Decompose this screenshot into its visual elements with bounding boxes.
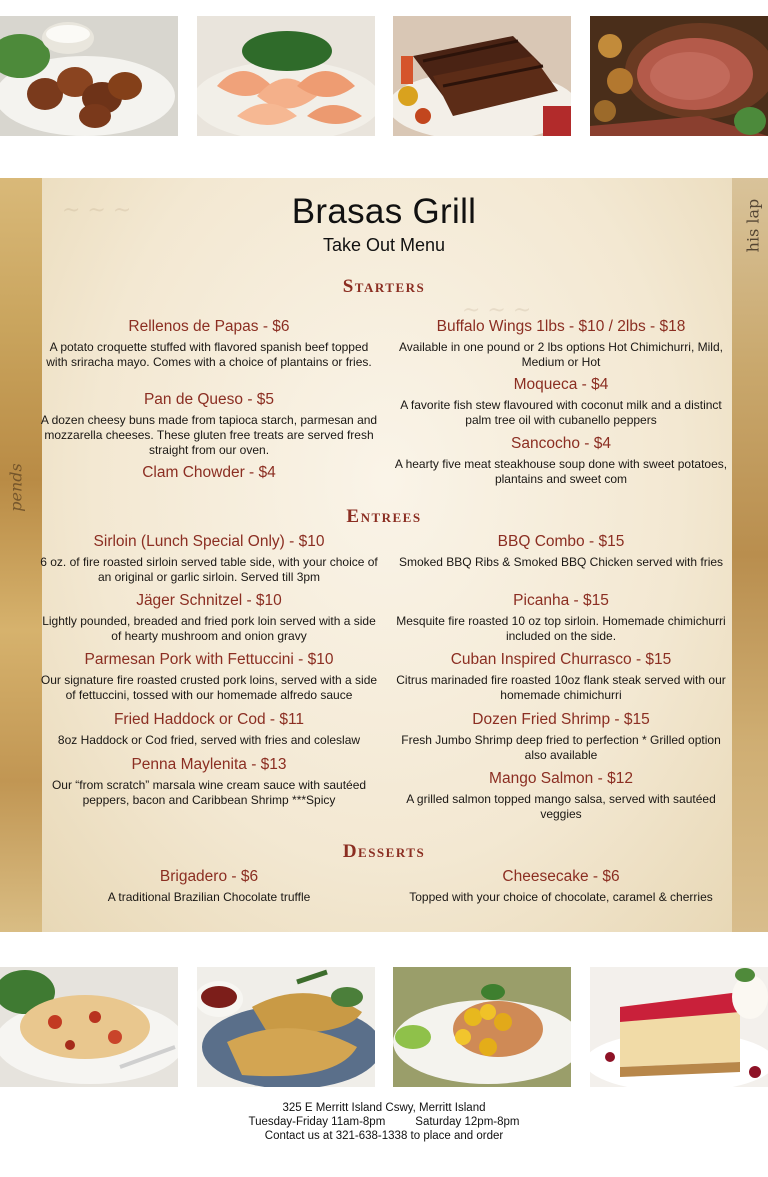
item-description: Citrus marinaded fire roasted 10oz flank steak served with our homemade chimichurri xyxy=(396,673,726,702)
item-description: Mesquite fire roasted 10 oz top sirloin. Homemade chimichurri included on the side. xyxy=(396,614,726,643)
bottom-photo-strip xyxy=(0,967,768,1087)
top-photo-strip xyxy=(0,16,768,136)
item-description: A potato croquette stuffed with flavored spanish beef topped with sriracha mayo. Comes with a choice of plantains or fries. xyxy=(46,340,372,369)
item-name: Penna Maylenita - $13 xyxy=(131,756,287,773)
menu-item xyxy=(392,867,730,905)
menu-item xyxy=(392,317,730,370)
item-description: Our signature fire roasted crusted pork loins, served with a side of fettuccini, tossed with our homemade alfredo sauce xyxy=(40,673,378,702)
item-description: Smoked BBQ Ribs & Smoked BBQ Chicken served with fries xyxy=(398,555,724,569)
menu-item xyxy=(40,463,378,486)
item-name: Brigadero - $6 xyxy=(159,868,259,885)
item-description: Lightly pounded, breaded and fried pork loin served with a side of hearty mushroom and onion gravy xyxy=(42,614,376,643)
item-name: Parmesan Pork with Fettuccini - $10 xyxy=(84,651,334,668)
item-description: Our “from scratch” marsala wine cream sauce with sautéed peppers, bacon and Caribbean Shrimp ***Spicy xyxy=(51,778,367,807)
item-name: BBQ Combo - $15 xyxy=(497,533,625,550)
item-name: Rellenos de Papas - $6 xyxy=(128,318,290,335)
menu-item xyxy=(392,591,730,644)
menu-item xyxy=(40,710,378,748)
menu-item xyxy=(40,532,378,585)
menu-item xyxy=(40,755,378,808)
roast-beef-photo xyxy=(590,16,768,136)
menu-item xyxy=(40,867,378,905)
item-description: 8oz Haddock or Cod fried, served with fries and coleslaw xyxy=(57,733,361,747)
footer-hours-saturday: Saturday 12pm-8pm xyxy=(415,1116,520,1128)
schnitzel-photo xyxy=(197,967,375,1087)
item-description: A grilled salmon topped mango salsa, served with sautéed veggies xyxy=(406,792,716,821)
bbq-ribs-photo xyxy=(393,16,571,136)
item-description: A favorite fish stew flavoured with coconut milk and a distinct palm tree oil with cubanello peppers xyxy=(400,398,722,427)
item-name: Sirloin (Lunch Special Only) - $10 xyxy=(93,533,325,550)
background-script-text: ~ ~ ~ xyxy=(462,298,532,323)
menu-item xyxy=(40,591,378,644)
side-text-left: pends xyxy=(6,463,26,512)
item-name: Jäger Schnitzel - $10 xyxy=(136,592,282,609)
item-name: Clam Chowder - $4 xyxy=(142,464,276,481)
footer-contact-phone: Contact us at 321-638-1338 to place and order xyxy=(264,1130,504,1142)
item-description: Topped with your choice of chocolate, caramel & cherries xyxy=(409,890,713,904)
footer-hours-weekday: Tuesday-Friday 11am-8pm xyxy=(248,1116,386,1128)
item-description: A traditional Brazilian Chocolate truffle xyxy=(107,890,311,904)
item-name: Pan de Queso - $5 xyxy=(143,391,275,408)
section-title-desserts: Desserts xyxy=(342,841,426,862)
item-description: 6 oz. of fire roasted sirloin served table side, with your choice of an original or garlic sirloin. Served till 3pm xyxy=(40,555,378,584)
item-description: A hearty five meat steakhouse soup done with sweet potatoes, plantains and sweet com xyxy=(394,457,728,486)
footer-contact xyxy=(0,1101,768,1143)
menu-item xyxy=(392,532,730,570)
shrimp-cocktail-photo xyxy=(197,16,375,136)
item-description: A dozen cheesy buns made from tapioca starch, parmesan and mozzarella cheeses. These gluten free treats are served fresh straight from our oven. xyxy=(40,413,378,457)
item-name: Mango Salmon - $12 xyxy=(489,770,633,787)
menu-item xyxy=(392,375,730,428)
footer-address: 325 E Merritt Island Cswy, Merritt Island xyxy=(282,1102,486,1114)
menu-item xyxy=(40,317,378,370)
item-name: Moqueca - $4 xyxy=(513,376,609,393)
menu-item xyxy=(392,710,730,763)
item-name: Cheesecake - $6 xyxy=(502,868,620,885)
item-name: Buffalo Wings 1lbs - $10 / 2lbs - $18 xyxy=(436,318,686,335)
menu-subtitle: Take Out Menu xyxy=(322,235,446,255)
section-title-starters: Starters xyxy=(342,276,426,297)
chicken-wings-photo xyxy=(0,16,178,136)
item-name: Cuban Inspired Churrasco - $15 xyxy=(450,651,672,668)
item-name: Picanha - $15 xyxy=(513,592,609,609)
item-name: Sancocho - $4 xyxy=(511,435,611,452)
side-text-right: his lap xyxy=(743,198,763,253)
menu-item xyxy=(392,434,730,487)
menu-item xyxy=(392,769,730,822)
menu-item xyxy=(40,650,378,703)
restaurant-name: Brasas Grill xyxy=(291,192,477,231)
menu-item xyxy=(392,650,730,703)
menu-item xyxy=(40,390,378,458)
mango-salmon-photo xyxy=(393,967,571,1087)
cheesecake-photo xyxy=(590,967,768,1087)
pasta-photo xyxy=(0,967,178,1087)
background-script-text: ~ ~ ~ xyxy=(62,198,132,223)
item-name: Dozen Fried Shrimp - $15 xyxy=(472,711,650,728)
footer-hours xyxy=(0,1115,768,1129)
item-name: Fried Haddock or Cod - $11 xyxy=(113,711,305,728)
section-title-entrees: Entrees xyxy=(346,506,422,527)
item-description: Fresh Jumbo Shrimp deep fried to perfection * Grilled option also available xyxy=(401,733,721,762)
item-description: Available in one pound or 2 lbs options Hot Chimichurri, Mild, Medium or Hot xyxy=(399,340,723,369)
